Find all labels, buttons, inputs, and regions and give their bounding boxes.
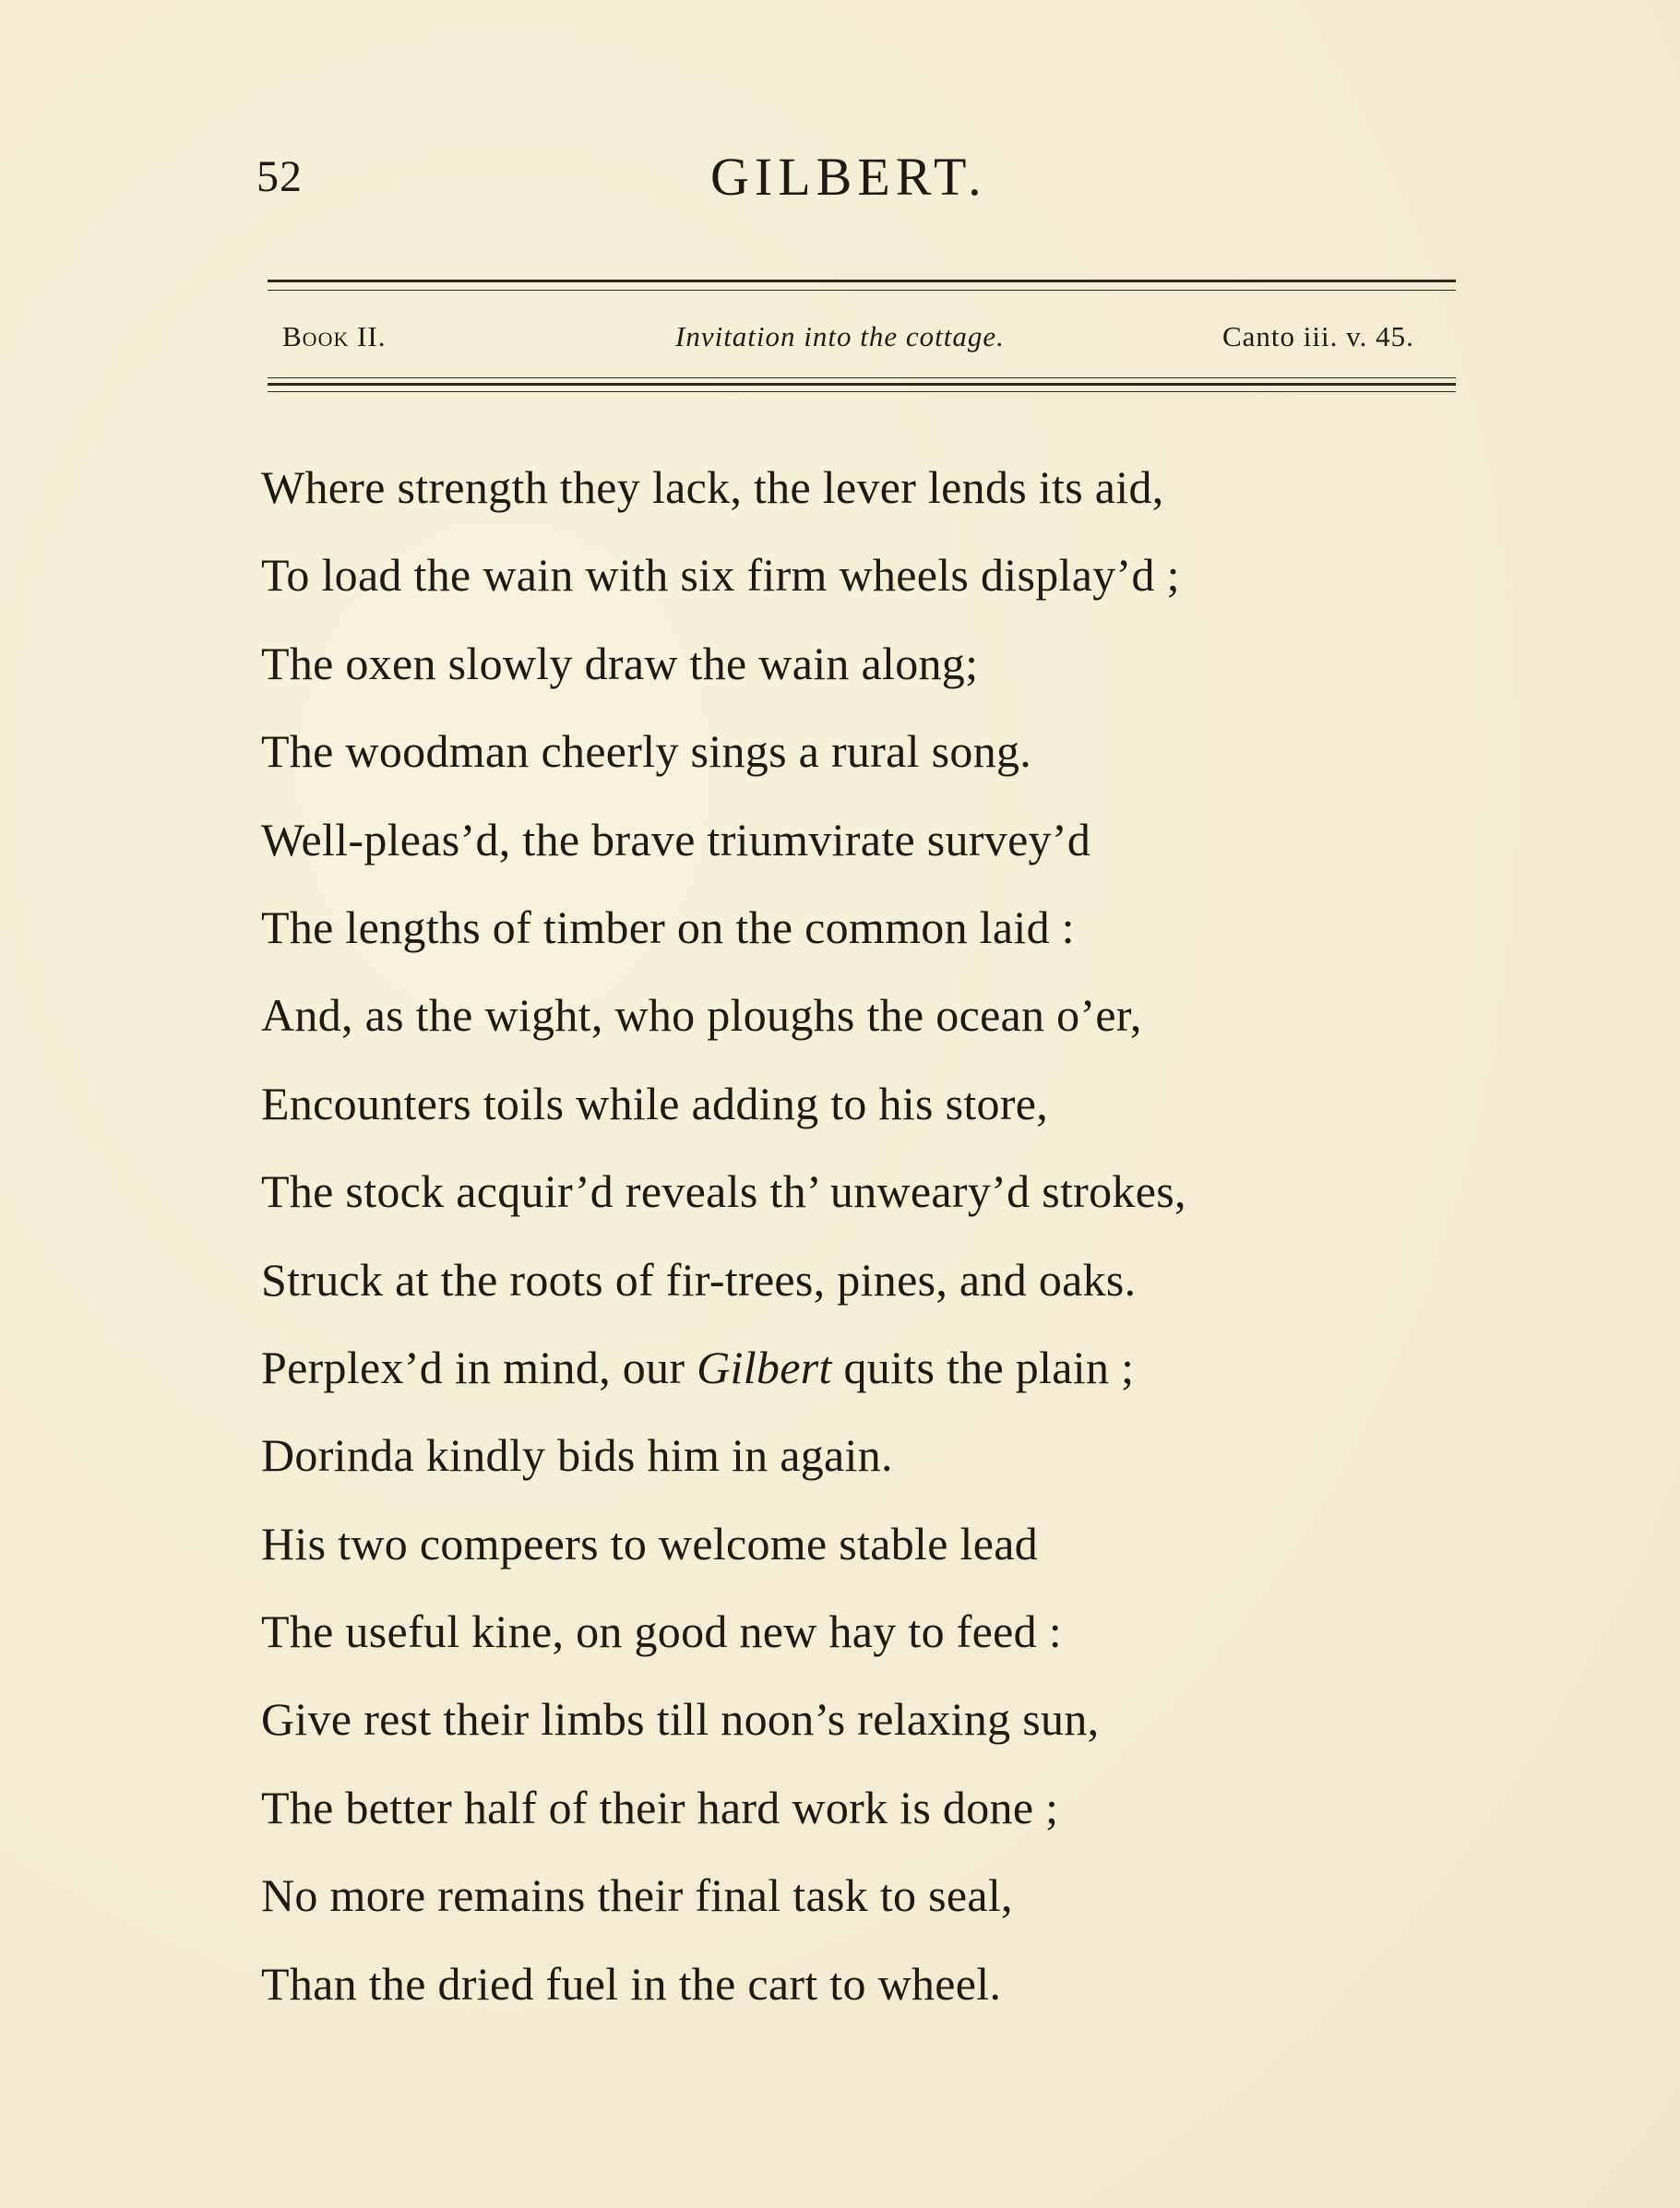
verse-line-with-name xyxy=(261,1332,1368,1420)
verse-line: No more remains their final task to seal, xyxy=(261,1869,1013,1922)
verse-line: Dorinda kindly bids him in again. xyxy=(261,1429,893,1482)
character-name-gilbert: Gilbert xyxy=(697,1341,832,1393)
running-title: GILBERT. xyxy=(710,147,987,207)
verse-line: Struck at the roots of fir-trees, pines, and oaks. xyxy=(261,1253,1137,1306)
verse-line: Encounters toils while adding to his store, xyxy=(261,1077,1049,1129)
verse-line: The oxen slowly draw the wain along; xyxy=(261,637,979,689)
verse-line: Well-pleas’d, the brave triumvirate survey’d xyxy=(261,813,1091,865)
headline-canto: Canto iii. v. 45. xyxy=(1222,320,1414,352)
verse-block xyxy=(261,452,1368,2036)
headline-book: Book II. xyxy=(282,320,387,352)
verse-line: The stock acquir’d reveals th’ unweary’d strokes, xyxy=(261,1165,1186,1218)
verse-line: Give rest their limbs till noon’s relaxing sun, xyxy=(261,1693,1100,1746)
verse-line: His two compeers to welcome stable lead xyxy=(261,1517,1038,1569)
verse-line-end: quits the plain ; xyxy=(831,1341,1135,1393)
verse-line: The woodman cheerly sings a rural song. xyxy=(261,725,1032,778)
verse-line-start: Perplex’d in mind, our xyxy=(261,1341,697,1393)
verse-line: Where strength they lack, the lever lends its aid, xyxy=(261,461,1164,513)
verse-line: To load the wain with six firm wheels display’d ; xyxy=(261,549,1180,602)
headline-subject: Invitation into the cottage. xyxy=(675,320,1005,352)
verse-line: The useful kine, on good new hay to feed : xyxy=(261,1605,1062,1658)
page-number: 52 xyxy=(256,152,303,201)
header-rule-top-thin xyxy=(268,290,1456,291)
verse-line: The lengths of timber on the common laid : xyxy=(261,901,1075,953)
header-rule-top xyxy=(268,280,1456,282)
header-rule-bottom-thin-lower xyxy=(268,391,1456,392)
verse-line: And, as the wight, who ploughs the ocean o’er, xyxy=(261,989,1142,1042)
header-rule-bottom xyxy=(268,383,1456,386)
header-rule-bottom-thin xyxy=(268,377,1456,378)
verse-line: Than the dried fuel in the cart to wheel. xyxy=(261,1957,1002,2010)
verse-line: The better half of their hard work is done ; xyxy=(261,1781,1059,1833)
